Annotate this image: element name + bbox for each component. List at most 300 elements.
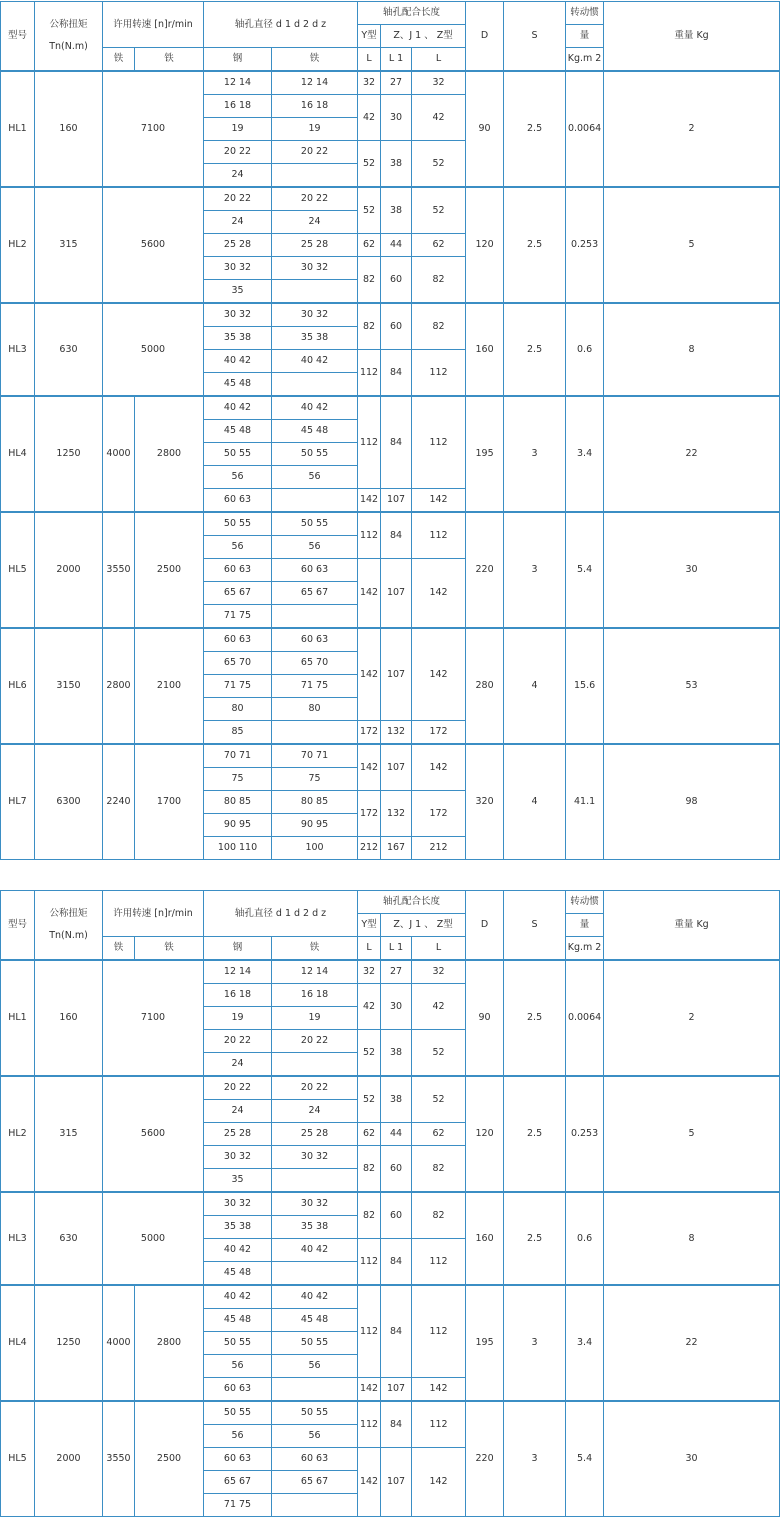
model-S: 2.5 bbox=[504, 187, 566, 303]
bore-iron: 24 bbox=[272, 1100, 358, 1123]
table-row bbox=[1, 512, 780, 536]
bore-iron: 40 42 bbox=[272, 396, 358, 420]
bore-steel: 19 bbox=[204, 1007, 272, 1030]
bore-iron: 12 14 bbox=[272, 71, 358, 95]
fit-l1-length: 107 bbox=[381, 628, 412, 721]
model-weight: 30 bbox=[604, 1401, 780, 1517]
table-row bbox=[1, 1401, 780, 1425]
fit-y-length: 52 bbox=[358, 141, 381, 188]
bore-iron bbox=[272, 373, 358, 397]
bore-steel: 50 55 bbox=[204, 443, 272, 466]
bore-steel: 40 42 bbox=[204, 1239, 272, 1262]
model-name: HL6 bbox=[1, 628, 35, 744]
header-D: D bbox=[466, 891, 504, 961]
bore-iron: 75 bbox=[272, 768, 358, 791]
header-fit-zj: Z、J 1 、 Z型 bbox=[381, 914, 466, 937]
fit-y-length: 112 bbox=[358, 396, 381, 489]
fit-l1-length: 132 bbox=[381, 791, 412, 837]
model-torque: 6300 bbox=[35, 744, 103, 860]
model-torque: 3150 bbox=[35, 628, 103, 744]
header-torque bbox=[35, 891, 103, 961]
model-speed-1: 2240 bbox=[103, 744, 135, 860]
header-inertia-1: 转动惯 bbox=[566, 891, 604, 914]
bore-steel: 56 bbox=[204, 1425, 272, 1448]
fit-z-length: 142 bbox=[412, 628, 466, 721]
bore-steel: 60 63 bbox=[204, 1378, 272, 1402]
model-speed: 7100 bbox=[103, 960, 204, 1076]
bore-iron: 12 14 bbox=[272, 960, 358, 984]
header-inertia-unit: Kg.m 2 bbox=[566, 48, 604, 72]
model-S: 2.5 bbox=[504, 1076, 566, 1192]
bore-steel: 24 bbox=[204, 211, 272, 234]
model-name: HL1 bbox=[1, 960, 35, 1076]
header-fit-l-y: L bbox=[358, 48, 381, 72]
bore-iron: 60 63 bbox=[272, 628, 358, 652]
fit-y-length: 112 bbox=[358, 350, 381, 397]
fit-l1-length: 107 bbox=[381, 559, 412, 629]
bore-iron: 35 38 bbox=[272, 1216, 358, 1239]
model-S: 4 bbox=[504, 744, 566, 860]
fit-y-length: 112 bbox=[358, 512, 381, 559]
bore-iron bbox=[272, 489, 358, 513]
bore-steel: 12 14 bbox=[204, 71, 272, 95]
fit-y-length: 172 bbox=[358, 721, 381, 745]
model-inertia: 5.4 bbox=[566, 512, 604, 628]
header-fit-y: Y型 bbox=[358, 25, 381, 48]
fit-y-length: 142 bbox=[358, 744, 381, 791]
header-bore-iron: 铁 bbox=[272, 937, 358, 961]
bore-steel: 35 38 bbox=[204, 327, 272, 350]
fit-y-length: 112 bbox=[358, 1401, 381, 1448]
bore-steel: 100 110 bbox=[204, 837, 272, 860]
bore-steel: 25 28 bbox=[204, 234, 272, 257]
fit-y-length: 172 bbox=[358, 791, 381, 837]
model-D: 160 bbox=[466, 1192, 504, 1285]
bore-steel: 60 63 bbox=[204, 489, 272, 513]
bore-steel: 20 22 bbox=[204, 1076, 272, 1100]
table-row bbox=[1, 628, 780, 652]
table-row bbox=[1, 71, 780, 95]
model-weight: 98 bbox=[604, 744, 780, 860]
fit-l1-length: 84 bbox=[381, 1285, 412, 1378]
fit-y-length: 82 bbox=[358, 1192, 381, 1239]
bore-steel: 71 75 bbox=[204, 1494, 272, 1517]
bore-steel: 40 42 bbox=[204, 350, 272, 373]
fit-y-length: 62 bbox=[358, 1123, 381, 1146]
model-speed: 5000 bbox=[103, 1192, 204, 1285]
model-D: 120 bbox=[466, 1076, 504, 1192]
fit-y-length: 42 bbox=[358, 95, 381, 141]
fit-z-length: 172 bbox=[412, 791, 466, 837]
bore-steel: 45 48 bbox=[204, 420, 272, 443]
model-torque: 2000 bbox=[35, 512, 103, 628]
bore-iron bbox=[272, 1494, 358, 1517]
header-torque-label: 公称扭矩 bbox=[49, 19, 88, 30]
bore-iron: 25 28 bbox=[272, 1123, 358, 1146]
bore-steel: 35 bbox=[204, 1169, 272, 1193]
header-bore: 轴孔直径 d 1 d 2 d z bbox=[204, 891, 358, 937]
bore-iron: 60 63 bbox=[272, 559, 358, 582]
bore-iron: 24 bbox=[272, 211, 358, 234]
bore-steel: 80 bbox=[204, 698, 272, 721]
header-weight: 重量 Kg bbox=[604, 2, 780, 72]
model-name: HL5 bbox=[1, 1401, 35, 1517]
model-weight: 5 bbox=[604, 1076, 780, 1192]
table-row bbox=[1, 1192, 780, 1216]
fit-l1-length: 84 bbox=[381, 396, 412, 489]
bore-steel: 50 55 bbox=[204, 1332, 272, 1355]
bore-steel: 56 bbox=[204, 466, 272, 489]
bore-steel: 70 71 bbox=[204, 744, 272, 768]
table-row bbox=[1, 187, 780, 211]
header-torque-unit: Tn(N.m) bbox=[49, 930, 88, 941]
model-speed-2: 2800 bbox=[135, 1285, 204, 1401]
model-inertia: 5.4 bbox=[566, 1401, 604, 1517]
bore-steel: 30 32 bbox=[204, 1192, 272, 1216]
header-bore-steel: 钢 bbox=[204, 937, 272, 961]
fit-z-length: 142 bbox=[412, 489, 466, 513]
model-weight: 8 bbox=[604, 1192, 780, 1285]
model-torque: 315 bbox=[35, 1076, 103, 1192]
bore-steel: 16 18 bbox=[204, 984, 272, 1007]
bore-iron: 56 bbox=[272, 466, 358, 489]
fit-z-length: 112 bbox=[412, 1285, 466, 1378]
bore-steel: 30 32 bbox=[204, 303, 272, 327]
model-name: HL1 bbox=[1, 71, 35, 187]
fit-z-length: 42 bbox=[412, 95, 466, 141]
model-torque: 160 bbox=[35, 960, 103, 1076]
header-speed: 许用转速 [n]r/min bbox=[103, 891, 204, 937]
model-torque: 315 bbox=[35, 187, 103, 303]
model-torque: 1250 bbox=[35, 1285, 103, 1401]
fit-l1-length: 84 bbox=[381, 1239, 412, 1286]
fit-l1-length: 38 bbox=[381, 187, 412, 234]
bore-iron: 50 55 bbox=[272, 512, 358, 536]
fit-z-length: 82 bbox=[412, 257, 466, 304]
fit-y-length: 82 bbox=[358, 257, 381, 304]
bore-iron: 50 55 bbox=[272, 443, 358, 466]
model-inertia: 0.253 bbox=[566, 187, 604, 303]
fit-z-length: 142 bbox=[412, 1448, 466, 1517]
fit-y-length: 32 bbox=[358, 960, 381, 984]
bore-iron: 35 38 bbox=[272, 327, 358, 350]
model-speed: 5600 bbox=[103, 1076, 204, 1192]
model-torque: 2000 bbox=[35, 1401, 103, 1517]
fit-z-length: 142 bbox=[412, 559, 466, 629]
fit-l1-length: 132 bbox=[381, 721, 412, 745]
model-weight: 53 bbox=[604, 628, 780, 744]
bore-iron bbox=[272, 280, 358, 304]
bore-steel: 65 67 bbox=[204, 1471, 272, 1494]
bore-iron: 65 67 bbox=[272, 1471, 358, 1494]
model-speed-1: 2800 bbox=[103, 628, 135, 744]
fit-l1-length: 60 bbox=[381, 1192, 412, 1239]
fit-z-length: 52 bbox=[412, 1076, 466, 1123]
model-weight: 22 bbox=[604, 1285, 780, 1401]
bore-steel: 35 38 bbox=[204, 1216, 272, 1239]
fit-y-length: 62 bbox=[358, 234, 381, 257]
bore-iron: 56 bbox=[272, 1355, 358, 1378]
bore-iron bbox=[272, 1262, 358, 1286]
fit-y-length: 112 bbox=[358, 1285, 381, 1378]
bore-steel: 30 32 bbox=[204, 1146, 272, 1169]
model-S: 2.5 bbox=[504, 71, 566, 187]
fit-z-length: 52 bbox=[412, 187, 466, 234]
bore-steel: 20 22 bbox=[204, 141, 272, 164]
header-speed-iron-1: 铁 bbox=[103, 48, 135, 72]
coupling-spec-table bbox=[0, 890, 780, 1517]
bore-steel: 71 75 bbox=[204, 605, 272, 629]
bore-iron: 20 22 bbox=[272, 187, 358, 211]
model-inertia: 41.1 bbox=[566, 744, 604, 860]
table-row bbox=[1, 1285, 780, 1309]
header-fit-l-z: L bbox=[412, 48, 466, 72]
fit-z-length: 112 bbox=[412, 1239, 466, 1286]
model-S: 2.5 bbox=[504, 1192, 566, 1285]
header-bore: 轴孔直径 d 1 d 2 d z bbox=[204, 2, 358, 48]
model-speed: 7100 bbox=[103, 71, 204, 187]
header-weight: 重量 Kg bbox=[604, 891, 780, 961]
bore-iron: 30 32 bbox=[272, 257, 358, 280]
header-speed-iron-2: 铁 bbox=[135, 48, 204, 72]
model-D: 220 bbox=[466, 512, 504, 628]
fit-y-length: 112 bbox=[358, 1239, 381, 1286]
fit-l1-length: 84 bbox=[381, 350, 412, 397]
bore-steel: 40 42 bbox=[204, 1285, 272, 1309]
header-inertia-2: 量 bbox=[566, 914, 604, 937]
fit-y-length: 32 bbox=[358, 71, 381, 95]
fit-y-length: 82 bbox=[358, 1146, 381, 1193]
header-torque bbox=[35, 2, 103, 72]
fit-z-length: 212 bbox=[412, 837, 466, 860]
model-inertia: 0.6 bbox=[566, 1192, 604, 1285]
bore-steel: 80 85 bbox=[204, 791, 272, 814]
model-weight: 2 bbox=[604, 960, 780, 1076]
bore-iron: 71 75 bbox=[272, 675, 358, 698]
model-torque: 630 bbox=[35, 303, 103, 396]
fit-z-length: 172 bbox=[412, 721, 466, 745]
fit-y-length: 142 bbox=[358, 628, 381, 721]
header-model: 型号 bbox=[1, 891, 35, 961]
bore-iron: 50 55 bbox=[272, 1332, 358, 1355]
fit-l1-length: 38 bbox=[381, 141, 412, 188]
model-speed-1: 3550 bbox=[103, 1401, 135, 1517]
bore-iron: 40 42 bbox=[272, 350, 358, 373]
bore-iron: 40 42 bbox=[272, 1285, 358, 1309]
header-torque-label: 公称扭矩 bbox=[49, 908, 88, 919]
header-model: 型号 bbox=[1, 2, 35, 72]
fit-z-length: 52 bbox=[412, 1030, 466, 1077]
bore-iron: 60 63 bbox=[272, 1448, 358, 1471]
model-inertia: 0.0064 bbox=[566, 71, 604, 187]
fit-l1-length: 107 bbox=[381, 1378, 412, 1402]
fit-y-length: 142 bbox=[358, 559, 381, 629]
header-fit-zj: Z、J 1 、 Z型 bbox=[381, 25, 466, 48]
header-torque-unit: Tn(N.m) bbox=[49, 41, 88, 52]
fit-l1-length: 84 bbox=[381, 512, 412, 559]
model-D: 120 bbox=[466, 187, 504, 303]
fit-l1-length: 44 bbox=[381, 1123, 412, 1146]
bore-iron: 45 48 bbox=[272, 420, 358, 443]
bore-iron: 30 32 bbox=[272, 303, 358, 327]
model-speed-2: 2500 bbox=[135, 512, 204, 628]
model-inertia: 0.253 bbox=[566, 1076, 604, 1192]
model-D: 280 bbox=[466, 628, 504, 744]
model-D: 195 bbox=[466, 396, 504, 512]
bore-iron: 65 67 bbox=[272, 582, 358, 605]
model-S: 3 bbox=[504, 1285, 566, 1401]
header-fit-length: 轴孔配合长度 bbox=[358, 891, 466, 914]
bore-iron: 19 bbox=[272, 118, 358, 141]
bore-iron: 90 95 bbox=[272, 814, 358, 837]
header-fit-length: 轴孔配合长度 bbox=[358, 2, 466, 25]
model-S: 3 bbox=[504, 1401, 566, 1517]
fit-l1-length: 107 bbox=[381, 1448, 412, 1517]
model-inertia: 0.0064 bbox=[566, 960, 604, 1076]
model-S: 4 bbox=[504, 628, 566, 744]
bore-steel: 24 bbox=[204, 1053, 272, 1077]
bore-steel: 75 bbox=[204, 768, 272, 791]
bore-steel: 85 bbox=[204, 721, 272, 745]
fit-z-length: 112 bbox=[412, 512, 466, 559]
bore-iron bbox=[272, 721, 358, 745]
model-weight: 2 bbox=[604, 71, 780, 187]
fit-y-length: 52 bbox=[358, 1076, 381, 1123]
bore-steel: 25 28 bbox=[204, 1123, 272, 1146]
bore-steel: 35 bbox=[204, 280, 272, 304]
table-row bbox=[1, 960, 780, 984]
fit-l1-length: 167 bbox=[381, 837, 412, 860]
header-bore-iron: 铁 bbox=[272, 48, 358, 72]
coupling-spec-table bbox=[0, 1, 780, 860]
model-speed-1: 4000 bbox=[103, 1285, 135, 1401]
model-torque: 1250 bbox=[35, 396, 103, 512]
bore-iron bbox=[272, 1053, 358, 1077]
fit-l1-length: 84 bbox=[381, 1401, 412, 1448]
header-fit-y: Y型 bbox=[358, 914, 381, 937]
fit-z-length: 112 bbox=[412, 350, 466, 397]
bore-iron: 70 71 bbox=[272, 744, 358, 768]
model-inertia: 0.6 bbox=[566, 303, 604, 396]
model-speed-2: 2500 bbox=[135, 1401, 204, 1517]
header-inertia-2: 量 bbox=[566, 25, 604, 48]
bore-steel: 90 95 bbox=[204, 814, 272, 837]
bore-iron: 80 85 bbox=[272, 791, 358, 814]
bore-steel: 60 63 bbox=[204, 559, 272, 582]
fit-l1-length: 27 bbox=[381, 960, 412, 984]
header-S: S bbox=[504, 891, 566, 961]
header-bore-steel: 钢 bbox=[204, 48, 272, 72]
bore-steel: 56 bbox=[204, 536, 272, 559]
model-S: 3 bbox=[504, 512, 566, 628]
fit-y-length: 212 bbox=[358, 837, 381, 860]
bore-steel: 45 48 bbox=[204, 373, 272, 397]
fit-z-length: 32 bbox=[412, 960, 466, 984]
fit-l1-length: 38 bbox=[381, 1076, 412, 1123]
bore-steel: 45 48 bbox=[204, 1309, 272, 1332]
model-name: HL2 bbox=[1, 187, 35, 303]
bore-steel: 50 55 bbox=[204, 1401, 272, 1425]
model-name: HL4 bbox=[1, 396, 35, 512]
bore-iron bbox=[272, 1169, 358, 1193]
fit-z-length: 82 bbox=[412, 1192, 466, 1239]
fit-l1-length: 38 bbox=[381, 1030, 412, 1077]
fit-y-length: 52 bbox=[358, 1030, 381, 1077]
fit-z-length: 142 bbox=[412, 744, 466, 791]
model-name: HL5 bbox=[1, 512, 35, 628]
bore-steel: 20 22 bbox=[204, 187, 272, 211]
fit-z-length: 82 bbox=[412, 1146, 466, 1193]
model-name: HL7 bbox=[1, 744, 35, 860]
fit-z-length: 82 bbox=[412, 303, 466, 350]
bore-iron bbox=[272, 605, 358, 629]
fit-z-length: 112 bbox=[412, 1401, 466, 1448]
model-name: HL4 bbox=[1, 1285, 35, 1401]
table-row bbox=[1, 744, 780, 768]
bore-steel: 60 63 bbox=[204, 628, 272, 652]
bore-steel: 19 bbox=[204, 118, 272, 141]
fit-l1-length: 107 bbox=[381, 744, 412, 791]
bore-iron: 100 bbox=[272, 837, 358, 860]
header-fit-l-z: L bbox=[412, 937, 466, 961]
fit-y-length: 142 bbox=[358, 1448, 381, 1517]
fit-l1-length: 60 bbox=[381, 1146, 412, 1193]
model-S: 3 bbox=[504, 396, 566, 512]
bore-steel: 40 42 bbox=[204, 396, 272, 420]
model-torque: 630 bbox=[35, 1192, 103, 1285]
model-S: 2.5 bbox=[504, 960, 566, 1076]
model-speed: 5600 bbox=[103, 187, 204, 303]
header-S: S bbox=[504, 2, 566, 72]
model-D: 195 bbox=[466, 1285, 504, 1401]
fit-z-length: 142 bbox=[412, 1378, 466, 1402]
bore-iron: 20 22 bbox=[272, 1076, 358, 1100]
model-D: 160 bbox=[466, 303, 504, 396]
fit-l1-length: 44 bbox=[381, 234, 412, 257]
bore-iron: 20 22 bbox=[272, 141, 358, 164]
fit-l1-length: 30 bbox=[381, 984, 412, 1030]
bore-iron: 45 48 bbox=[272, 1309, 358, 1332]
bore-iron bbox=[272, 164, 358, 188]
model-S: 2.5 bbox=[504, 303, 566, 396]
model-weight: 5 bbox=[604, 187, 780, 303]
model-speed: 5000 bbox=[103, 303, 204, 396]
bore-steel: 24 bbox=[204, 1100, 272, 1123]
bore-iron: 16 18 bbox=[272, 984, 358, 1007]
bore-steel: 45 48 bbox=[204, 1262, 272, 1286]
bore-iron: 30 32 bbox=[272, 1192, 358, 1216]
fit-z-length: 42 bbox=[412, 984, 466, 1030]
bore-steel: 60 63 bbox=[204, 1448, 272, 1471]
model-weight: 8 bbox=[604, 303, 780, 396]
header-fit-l1: L 1 bbox=[381, 937, 412, 961]
bore-iron: 16 18 bbox=[272, 95, 358, 118]
model-speed-1: 4000 bbox=[103, 396, 135, 512]
model-D: 90 bbox=[466, 960, 504, 1076]
model-weight: 30 bbox=[604, 512, 780, 628]
bore-steel: 65 67 bbox=[204, 582, 272, 605]
bore-iron: 56 bbox=[272, 536, 358, 559]
bore-iron: 50 55 bbox=[272, 1401, 358, 1425]
model-speed-2: 2100 bbox=[135, 628, 204, 744]
bore-steel: 20 22 bbox=[204, 1030, 272, 1053]
bore-steel: 24 bbox=[204, 164, 272, 188]
fit-z-length: 62 bbox=[412, 234, 466, 257]
fit-z-length: 62 bbox=[412, 1123, 466, 1146]
table-row bbox=[1, 396, 780, 420]
fit-z-length: 112 bbox=[412, 396, 466, 489]
model-torque: 160 bbox=[35, 71, 103, 187]
